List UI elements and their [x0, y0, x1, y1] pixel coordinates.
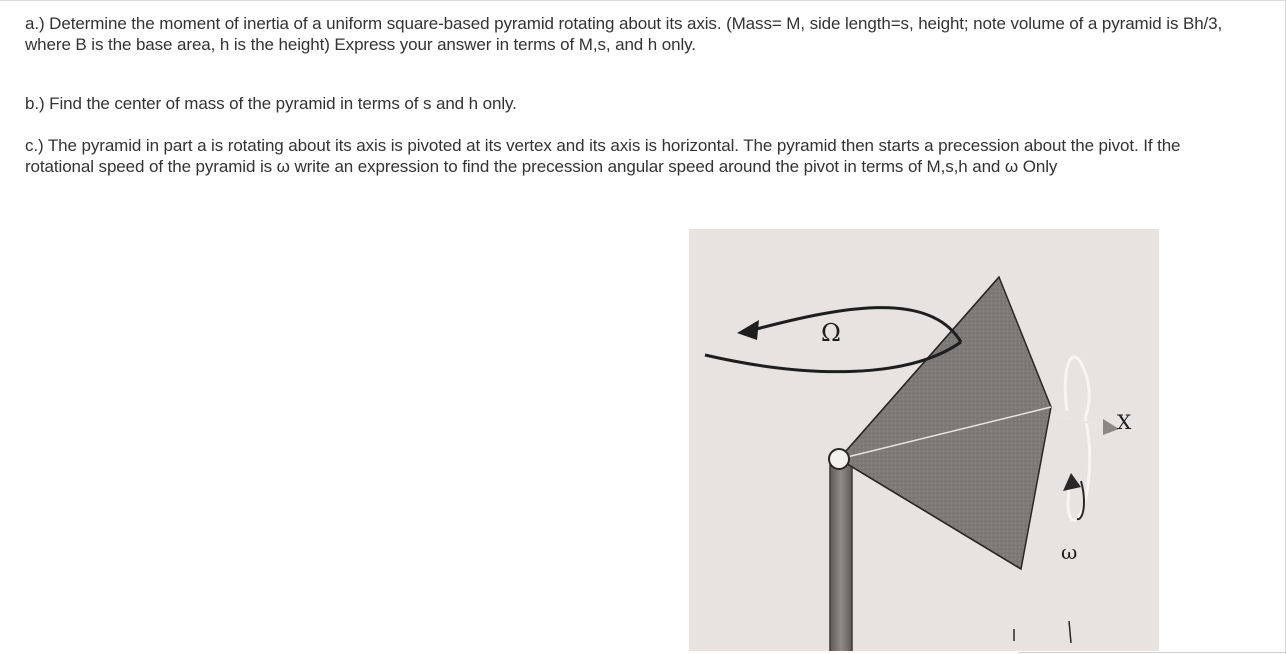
figure-drawing [689, 229, 1159, 651]
question-b-text: b.) Find the center of mass of the pyramid in terms of s and h only. [25, 94, 517, 113]
top-border [0, 0, 1286, 1]
pivot-ball [829, 449, 849, 469]
pyramid-precession-figure [689, 229, 1159, 651]
bottom-divider [1018, 652, 1286, 653]
axis-line [1051, 415, 1109, 427]
photo-speck [1069, 621, 1071, 643]
axis-label: X [1117, 410, 1132, 434]
spin-loop-upper [1065, 357, 1089, 417]
question-c-text: c.) The pyramid in part a is rotating about its axis is pivoted at its vertex and its axis is horizontal. The pyramid then starts a precession about the pivot. If the rotational speed of the pyramid is ω write an expression to find the precession angular speed around the pivot in terms of M,s,h and ω Only [25, 136, 1181, 176]
precession-arrow [749, 308, 961, 342]
precession-label: Ω [821, 319, 841, 347]
support-rod [830, 462, 852, 651]
spin-loop-lower [1068, 417, 1089, 520]
question-a-text: a.) Determine the moment of inertia of a uniform square-based pyramid rotating about its axis. (Mass= M, side length=s, height; note volume of a pyramid is Bh/3, where B is the base area, h is the height) Express your answer in terms of M,s, and h only. [25, 14, 1223, 54]
spin-label: ω [1061, 540, 1078, 564]
spin-arrowhead-icon [1063, 473, 1081, 491]
precession-arrowhead-icon [737, 320, 759, 340]
